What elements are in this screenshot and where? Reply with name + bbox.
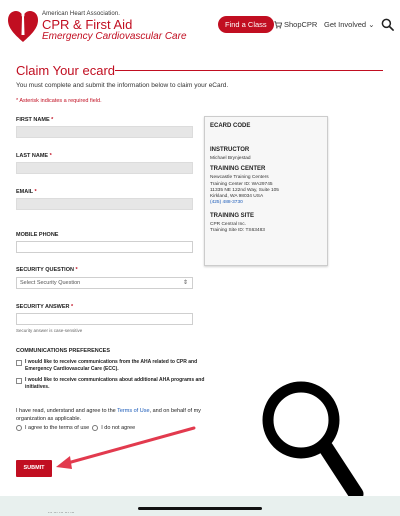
aha-heart-torch-logo[interactable]: [6, 8, 40, 44]
site-header: [0, 0, 400, 52]
first-name-input[interactable]: [16, 126, 193, 138]
comm-option-ecc[interactable]: [16, 359, 206, 372]
footer-partial-text: ... ... ... ... ...: [48, 509, 75, 515]
programs-checkbox-label: I would like to receive communications about additional AHA programs and initiatives.: [25, 377, 205, 390]
brand-block[interactable]: [42, 11, 187, 42]
get-involved-menu[interactable]: Get Involved ⌄: [324, 20, 375, 29]
ecard-info-panel: [204, 116, 328, 266]
security-answer-label: SECURITY ANSWER *: [16, 304, 74, 310]
security-answer-input[interactable]: [16, 313, 193, 325]
org-name: American Heart Association.: [42, 11, 121, 17]
email-input[interactable]: [16, 198, 193, 210]
select-arrows-icon: ⇕: [182, 280, 188, 286]
training-center-name: Newcastle Training Centers: [210, 175, 269, 181]
ecard-code-heading: ECARD CODE: [210, 123, 251, 129]
search-icon[interactable]: [381, 18, 394, 31]
training-site-heading: TRAINING SITE: [210, 212, 255, 219]
ecc-checkbox-label: I would like to receive communications from the AHA related to CPR and Emergency Cardiovascular Care (ECC).: [25, 359, 198, 372]
submit-button[interactable]: SUBMIT: [16, 460, 52, 477]
training-site-id: Training Site ID: TS63483: [210, 228, 265, 234]
shop-cpr-link[interactable]: [274, 20, 317, 29]
security-answer-hint: Security answer is case-sensitive: [16, 328, 83, 333]
shop-cpr-label: ShopCPR: [284, 20, 318, 29]
brand-title: CPR & First Aid: [42, 17, 133, 32]
annotation-arrow-icon: [50, 420, 200, 475]
programs-checkbox[interactable]: [16, 378, 22, 384]
security-question-select[interactable]: [16, 277, 193, 289]
training-site-name: CPR Central Inc.: [210, 221, 246, 227]
security-question-label: SECURITY QUESTION *: [16, 267, 78, 273]
last-name-label: LAST NAME *: [16, 153, 52, 159]
comm-option-programs[interactable]: [16, 377, 206, 390]
training-center-address-2: Kirkland, WA 98034 USA: [210, 194, 264, 200]
brand-subtitle: Emergency Cardiovascular Care: [42, 31, 187, 42]
agree-radio-label: I agree to the terms of use: [25, 425, 90, 431]
magnifier-icon: [256, 376, 366, 508]
title-divider: [115, 70, 383, 71]
required-note: * Asterisk indicates a required field.: [16, 98, 102, 104]
instructor-name: Michael Brynjestad: [210, 156, 251, 161]
email-label: EMAIL *: [16, 189, 37, 195]
agree-radio[interactable]: [16, 425, 22, 431]
intro-text: You must complete and submit the information below to claim your eCard.: [16, 82, 229, 89]
training-center-phone-link[interactable]: (425) 488-3730: [210, 200, 243, 206]
ecc-checkbox[interactable]: [16, 360, 22, 366]
last-name-input[interactable]: [16, 162, 193, 174]
home-indicator[interactable]: [138, 507, 262, 510]
find-a-class-button[interactable]: Find a Class: [218, 16, 274, 33]
communications-heading: COMMUNICATIONS PREFERENCES: [16, 348, 111, 354]
training-center-id: Training Center ID: WA29745: [210, 181, 273, 187]
mobile-phone-label: MOBILE PHONE: [16, 232, 59, 238]
disagree-radio-label: I do not agree: [101, 425, 136, 431]
page-title: Claim Your ecard: [16, 63, 115, 78]
instructor-heading: INSTRUCTOR: [210, 147, 250, 153]
terms-text-post: , and on behalf of my organization as applicable.: [16, 408, 201, 422]
training-center-address-1: 11335 NE 122nd Way, Suite 105: [210, 187, 279, 193]
security-question-value: Select Security Question: [20, 280, 81, 286]
mobile-phone-input[interactable]: [16, 241, 193, 253]
terms-text-pre: I have read, understand and agree to the: [16, 408, 118, 414]
training-center-heading: TRAINING CENTER: [210, 166, 266, 173]
terms-of-use-link[interactable]: Terms of Use: [117, 408, 150, 414]
cart-icon: [274, 21, 282, 29]
first-name-label: FIRST NAME *: [16, 117, 54, 123]
